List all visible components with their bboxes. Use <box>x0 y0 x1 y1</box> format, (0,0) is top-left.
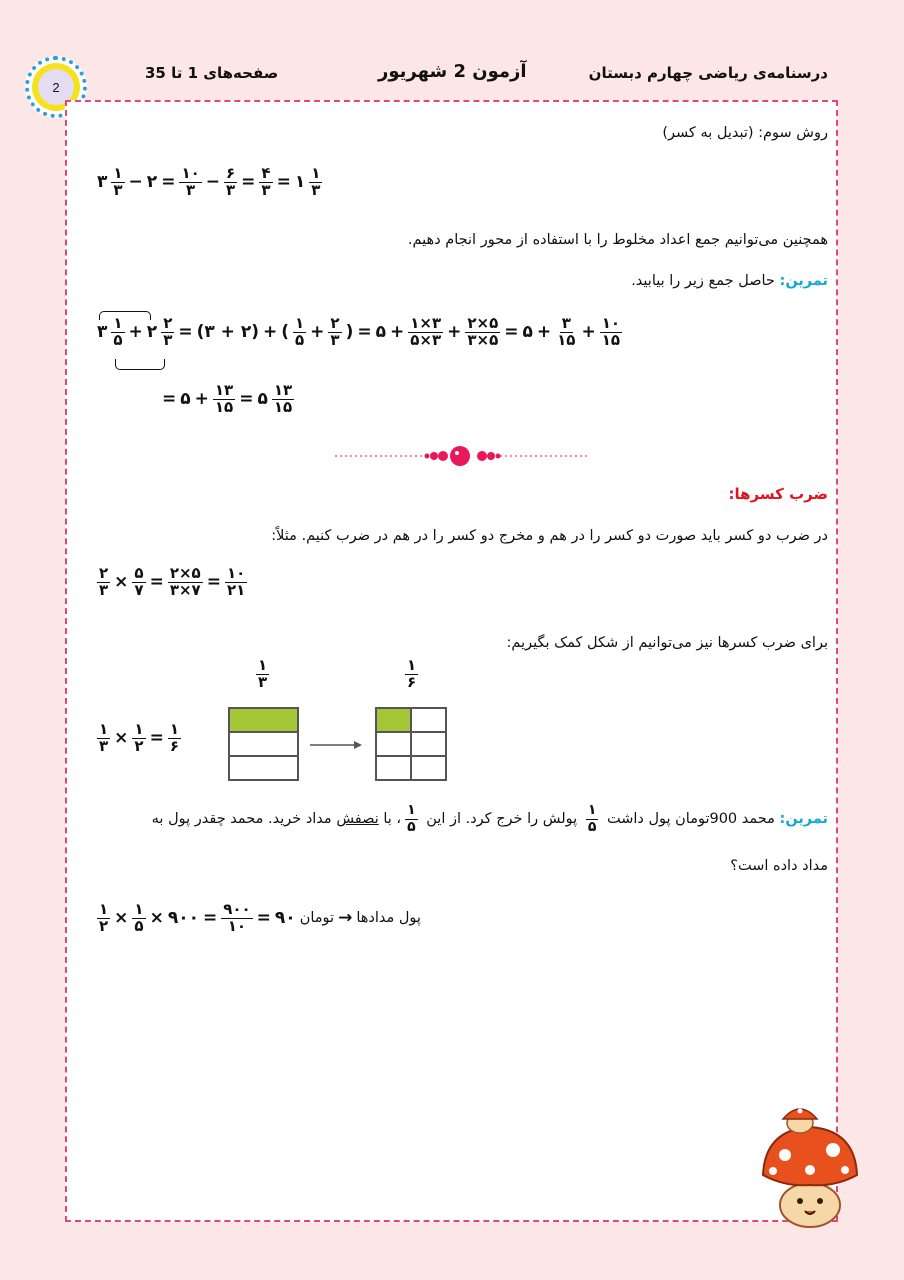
equation-2-continued <box>160 383 296 416</box>
method-label: روش سوم: (تبدیل به کسر) <box>662 125 828 141</box>
denominator: ۳ <box>226 180 236 199</box>
math-symbol: ( <box>281 322 289 343</box>
math-symbol: = <box>206 572 221 593</box>
denominator: ۵×۳ <box>410 330 442 349</box>
exercise-text: حاصل جمع زیر را بیابید. <box>631 273 775 289</box>
fraction-body <box>224 166 237 199</box>
exercise-text: محمد 900تومان پول داشت <box>606 811 775 827</box>
bottom-brace <box>115 359 165 370</box>
sixths-diagram <box>375 707 447 781</box>
numerator: ۱ <box>407 802 416 819</box>
fraction <box>211 383 237 416</box>
equation-4 <box>95 722 183 755</box>
numerator: ۵ <box>134 564 144 582</box>
math-symbol: = <box>162 389 177 410</box>
denominator: ۳ <box>99 736 109 755</box>
fraction-one-fifth <box>586 803 599 835</box>
math-text: پول مدادها <box>356 910 421 927</box>
math-symbol: ۵ <box>180 389 191 410</box>
equation-2 <box>95 316 624 349</box>
math-symbol: ۹۰ <box>274 908 296 929</box>
fraction <box>95 902 112 935</box>
fraction-body <box>168 722 181 755</box>
numerator: ۱۳ <box>214 381 234 399</box>
figure-label-sixth <box>403 658 420 691</box>
fraction-body <box>408 316 443 349</box>
numerator: ۴ <box>261 164 271 182</box>
fraction-body <box>309 166 322 199</box>
math-symbol: ۹۰۰ <box>167 908 199 929</box>
numerator: ۱۳ <box>273 381 293 399</box>
math-symbol: (۳ + ۲) <box>196 322 259 343</box>
math-symbol: ) <box>345 322 354 343</box>
exercise-2 <box>152 797 828 841</box>
exercise-1 <box>631 273 828 289</box>
math-symbol: = <box>256 908 271 929</box>
numerator: ۱ <box>295 314 305 332</box>
also-text: همچنین می‌توانیم جمع اعداد مخلوط را با استفاده از محور انجام دهیم. <box>407 232 828 248</box>
math-symbol: = <box>149 572 164 593</box>
fraction-body <box>259 166 272 199</box>
math-symbol: = <box>276 172 291 193</box>
numerator: ۱ <box>99 720 109 738</box>
math-symbol: ۵ <box>375 322 386 343</box>
whole-part: ۲ <box>146 322 158 343</box>
math-symbol: ۲ <box>146 172 158 193</box>
numerator: ۱۰ <box>601 314 621 332</box>
fraction-body <box>132 902 145 935</box>
fraction-body <box>97 722 110 755</box>
equation-5 <box>95 902 423 935</box>
math-symbol: → <box>338 908 353 929</box>
fraction-body <box>132 722 145 755</box>
fraction-body <box>221 902 252 935</box>
fraction-body <box>293 316 306 349</box>
denominator: ۵ <box>113 330 123 349</box>
math-symbol: + <box>447 322 462 343</box>
fraction <box>598 316 624 349</box>
denominator: ۱۵ <box>273 397 293 416</box>
numerator: ۲×۵ <box>467 314 499 332</box>
denominator: ۵ <box>407 818 416 835</box>
math-symbol: − <box>205 172 220 193</box>
math-symbol: × <box>114 572 129 593</box>
fraction <box>166 566 205 599</box>
fraction <box>326 316 343 349</box>
whole-part: ۱ <box>294 172 306 193</box>
fraction-body <box>465 316 500 349</box>
equation-3 <box>95 566 249 599</box>
denominator: ۳×۷ <box>169 580 201 599</box>
fraction <box>291 316 308 349</box>
numerator: ۱۰ <box>181 164 200 182</box>
numerator: ۱ <box>169 720 179 738</box>
numerator: ۱۰ <box>226 564 246 582</box>
exercise-2-line2: مداد داده است؟ <box>730 858 828 874</box>
content-sheet <box>65 100 838 1222</box>
numerator: ۱ <box>99 900 109 918</box>
denominator: ۳ <box>330 330 340 349</box>
exercise-text: ، با <box>383 811 402 827</box>
denominator: ۳ <box>311 180 321 199</box>
denominator: ۱۵ <box>601 330 621 349</box>
numerator: ۱ <box>311 164 321 182</box>
fraction <box>222 166 239 199</box>
exercise-label: تمرین: <box>779 273 828 289</box>
denominator: ۳ <box>99 580 109 599</box>
numerator: ۱ <box>134 720 144 738</box>
denominator: ۳ <box>113 180 123 199</box>
math-symbol: + <box>262 322 278 343</box>
fraction-body <box>328 316 341 349</box>
denominator: ۳ <box>261 180 271 199</box>
numerator: ۱ <box>134 900 144 918</box>
pages-range: صفحه‌های 1 تا 35 <box>145 64 279 82</box>
denominator: ۱۰ <box>227 916 247 935</box>
fraction-body <box>97 566 110 599</box>
numerator: ۱ <box>407 656 417 674</box>
fraction <box>223 566 249 599</box>
fraction <box>166 722 183 755</box>
numerator: ۳ <box>561 314 571 332</box>
mushroom-mascot <box>755 1105 865 1230</box>
fraction-body <box>179 166 201 199</box>
denominator: ۷ <box>134 580 144 599</box>
exercise-text: مداد خرید. محمد چقدر پول به <box>151 811 332 827</box>
math-symbol: = <box>357 322 372 343</box>
math-symbol: − <box>128 172 143 193</box>
figure-label-third <box>254 658 271 691</box>
whole-part: ۳ <box>97 322 108 343</box>
math-symbol: + <box>194 389 209 410</box>
denominator: ۶ <box>407 672 417 691</box>
fraction <box>219 902 254 935</box>
denominator: ۳×۵ <box>467 330 499 349</box>
denominator: ۵ <box>134 916 144 935</box>
math-symbol: + <box>128 322 143 343</box>
fraction <box>406 316 445 349</box>
numerator: ۶ <box>226 164 236 182</box>
numerator: ۱ <box>113 314 123 332</box>
denominator: ۲۱ <box>226 580 246 599</box>
fraction-body <box>97 902 110 935</box>
denominator: ۱۵ <box>557 330 576 349</box>
fraction <box>257 166 274 199</box>
fraction <box>177 166 203 199</box>
mixed-number <box>95 316 127 349</box>
math-symbol: = <box>161 172 176 193</box>
math-symbol: ۵ <box>522 322 533 343</box>
fraction-body <box>168 566 203 599</box>
mixed-number <box>255 383 296 416</box>
whole-part: ۳ <box>97 172 108 193</box>
numerator: ۱ <box>258 656 268 674</box>
fraction <box>95 722 112 755</box>
numerator: ۲×۵ <box>169 564 201 582</box>
fraction-one-fifth <box>405 803 418 835</box>
fraction-body <box>272 383 294 416</box>
denominator: ۳ <box>186 180 196 199</box>
math-symbol: = <box>504 322 519 343</box>
arrow-right-icon <box>308 738 364 752</box>
math-symbol: × <box>114 908 129 929</box>
fraction <box>130 566 147 599</box>
exam-title: آزمون 2 شهریور <box>378 61 527 82</box>
whole-part: ۵ <box>257 389 268 410</box>
math-symbol: = <box>239 389 254 410</box>
fraction-body <box>111 166 124 199</box>
mixed-number <box>293 166 325 199</box>
mixed-number <box>95 166 127 199</box>
fraction <box>130 902 147 935</box>
math-symbol: + <box>310 322 325 343</box>
math-symbol: + <box>536 322 552 343</box>
fraction <box>463 316 502 349</box>
fraction-body <box>213 383 235 416</box>
math-symbol: × <box>149 908 164 929</box>
equation-1 <box>95 166 324 199</box>
denominator: ۶ <box>169 736 179 755</box>
fraction <box>95 566 112 599</box>
book-title: درسنامه‌ی ریاضی چهارم دبستان <box>588 64 828 82</box>
math-symbol: = <box>149 728 164 749</box>
exercise-text: پولش را خرج کرد. از این <box>426 811 578 827</box>
denominator: ۵ <box>295 330 305 349</box>
fraction-body <box>111 316 124 349</box>
denominator: ۳ <box>163 330 173 349</box>
figure-text: برای ضرب کسرها نیز می‌توانیم از شکل کمک بگیریم: <box>506 635 828 651</box>
math-symbol: + <box>581 322 596 343</box>
math-symbol: = <box>202 908 218 929</box>
math-symbol: + <box>389 322 405 343</box>
math-symbol: × <box>114 728 129 749</box>
denominator: ۲ <box>134 736 144 755</box>
numerator: ۹۰۰ <box>223 900 251 918</box>
fraction-body <box>555 316 577 349</box>
fraction-body <box>225 566 247 599</box>
numerator: ۱ <box>113 164 123 182</box>
thirds-diagram <box>228 707 299 781</box>
fraction-body <box>132 566 145 599</box>
numerator: ۱×۳ <box>410 314 442 332</box>
numerator: ۲ <box>99 564 109 582</box>
fraction-body <box>161 316 174 349</box>
denominator: ۳ <box>258 672 268 691</box>
denominator: ۵ <box>587 818 597 835</box>
numerator: ۲ <box>163 314 173 332</box>
decorative-separator <box>335 445 588 467</box>
numerator: ۲ <box>330 314 340 332</box>
page-number: 2 <box>38 69 74 105</box>
denominator: ۱۵ <box>214 397 234 416</box>
exercise-label: تمرین: <box>779 811 828 827</box>
numerator: ۱ <box>587 802 597 819</box>
fraction <box>130 722 147 755</box>
math-symbol: = <box>241 172 256 193</box>
math-symbol: = <box>178 322 193 343</box>
fraction-body <box>600 316 622 349</box>
mixed-number <box>145 316 177 349</box>
section-heading: ضرب کسرها: <box>728 485 828 503</box>
rule-text: در ضرب دو کسر باید صورت دو کسر را در هم و مخرج دو کسر را در هم در ضرب کنیم. مثلاً: <box>271 528 828 544</box>
denominator: ۲ <box>99 916 109 935</box>
fraction <box>553 316 579 349</box>
underlined-word: نصفش <box>336 811 379 827</box>
math-text: تومان <box>299 910 335 927</box>
